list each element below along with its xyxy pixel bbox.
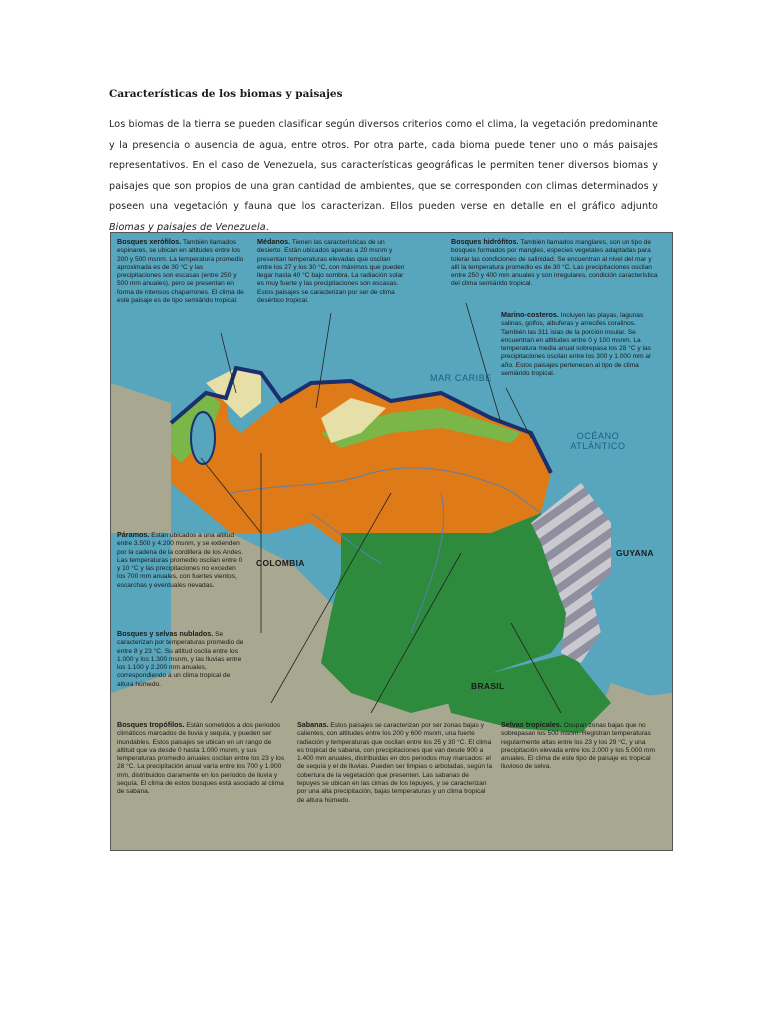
note-nublados: Bosques y selvas nublados. Se caracterizan por temperaturas promedio de entre 8 y 23 °C. Su altitud oscila entre los 1.000 y los 1.300 msnm, y las lluvias entre los 1.100 y 2.200 mm anuales, correspondiendo a un clima tropical de altura húmedo. <box>117 629 244 688</box>
note-selvas: Selvas tropicales. Ocupan zonas bajas que no sobrepasan los 500 msnm. Registran temperaturas regularmente altas entre los 23 y los 29 °C, y una precipitación elevada entre los 2.000 y los 5.000 mm anuales. El clima de este tipo de paisaje es tropical lluvioso de selva. <box>501 720 655 771</box>
page-heading: Características de los biomas y paisajes <box>109 88 343 100</box>
paragraph-text: Los biomas de la tierra se pueden clasificar según diversos criterios como el clima, la vegetación predominante y la presencia o ausencia de agua, entre otros. Por otra parte, cada bioma puede tener uno o más paisajes representativos. En el caso de Venezuela, sus características geográficas le permiten tener diversos biomas y paisajes que son propios de una gran cantidad de ambientes, que se corresponden con climas determinados y poseen una vegetación y fauna que los caracterizan. Ellos pueden verse en detalle en el gráfico adjunto <box>109 119 658 212</box>
note-marino: Marino-costeros. Incluyen las playas, lagunas salinas, golfos, albuferas y arrecifes coralinos. También las 311 islas de la porción insular. Se encuentran en altitudes entre 0 y 100 msnm. La temperatura media anual sobrepasa los 28 °C y las precipitaciones oscilan entre los 300 y 1.000 mm al año. Estos paisajes pertenecen al tipo de clima semiárido tropical. <box>501 310 651 378</box>
lake-maracaibo <box>191 412 215 464</box>
label-colombia: COLOMBIA <box>256 558 305 568</box>
figure-reference: Biomas y paisajes de Venezuela <box>109 221 266 233</box>
label-mar-caribe: MAR CARIBE <box>429 373 492 383</box>
paragraph-end: . <box>265 221 269 233</box>
note-xerofilos: Bosques xerófilos. También llamados espinares, se ubican en altitudes entre los 200 y 500 msnm. La temperatura promedio aproximada es de 30 °C y las precipitaciones son escasas (entre 250 y 500 mm anuales), pero se presentan en forma de intensos chaparrones. El clima de este paisaje es de tipo semiárido tropical. <box>117 237 244 305</box>
intro-paragraph <box>109 115 658 238</box>
note-medanos: Médanos. Tienen las características de un desierto. Están ubicados apenas a 20 msnm y presentan temperaturas elevadas que oscilan entre los 27 y los 30 °C, con máximos que pueden llegar hasta 40 °C bajo sombra. La radiación solar es muy fuerte y las precipitaciones son escasas. Estos paisajes se caracterizan por ser de clima desértico tropical. <box>257 237 405 305</box>
note-sabanas: Sabanas. Estos paisajes se caracterizan por ser zonas bajas y calientes, con altitudes entre los 200 y 600 msnm, una fuerte radiación y temperaturas que oscilan entre los 25 y 30 °C. El clima es tropical de sabana, con precipitaciones que van desde 900 a 1.400 mm anuales, distribuidas en dos periodos muy marcados: el de sequía y el de lluvias. Pueden ser limpias o arboladas, según la cobertura de la vegetación que presenten. Las sabanas de tepuyes se ubican en las cimas de los tepuyes, y se caracterizan por una alta precipitación, bajas temperaturas y un clima tropical de altura húmedo. <box>297 720 493 804</box>
label-oceano-atlantico: OCÉANO ATLÁNTICO <box>570 431 626 451</box>
note-tropofilos: Bosques tropófilos. Están sometidos a dos periodos climáticos marcados de lluvia y sequía, y pueden ser inundables. Estos paisajes se ubican en un rango de altitud que va desde 0 hasta 1.000 msnm, y sus temperaturas promedio anuales oscilan entre los 23 y los 28 °C. La precipitación anual varía entre los 700 y 1.900 mm, distribuidos claramente en los periodos de lluvia y sequía. El clima de estos bosques está asociado al clima de sabana. <box>117 720 285 796</box>
note-paramos: Páramos. Están ubicados a una altitud entre 3.500 y 4.200 msnm, y se extienden por la cadena de la cordillera de los Andes. Las temperaturas promedio oscilan entre 0 y 10 °C y las precipitaciones no exceden los 700 mm anuales, con fuertes vientos, escarchas y eventuales nevadas. <box>117 530 244 589</box>
biomes-map-figure <box>110 232 673 851</box>
label-brasil: BRASIL <box>471 681 505 691</box>
label-guyana: GUYANA <box>616 548 654 558</box>
note-hidrofitos: Bosques hidrófitos. También llamados manglares, son un tipo de bosques formados por mangles, especies vegetales adaptadas para tolerar las condiciones de salinidad. Se encuentran al nivel del mar y allí la temperatura promedio es de 30 °C. Las precipitaciones oscilan entre 250 y 400 mm anuales y son irregulares, condición característica del clima semiárido tropical. <box>451 237 658 288</box>
